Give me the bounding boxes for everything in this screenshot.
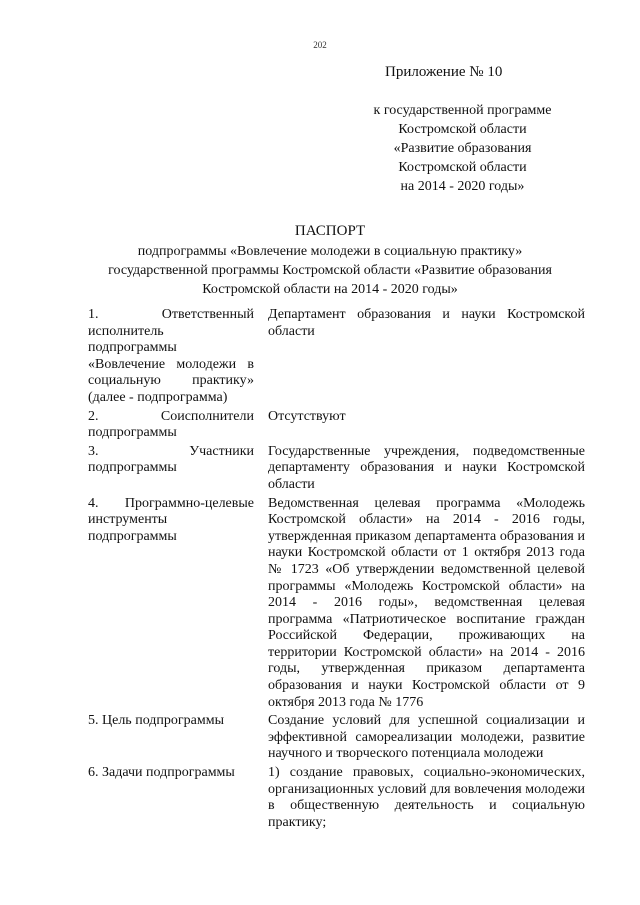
passport-title: ПАСПОРТ [294, 223, 366, 239]
appendix-reference-line: на 2014 - 2020 годы» [400, 179, 525, 194]
table-row [88, 307, 585, 409]
passport-subtitle-line: подпрограммы «Вовлечение молодежи в социальную практику» [137, 244, 523, 259]
row-label: 1. Ответственный исполнитель подпрограммы «Вовлечение молодежи в социальную практику» (далее - подпрограмма) [88, 307, 254, 405]
appendix-reference-line: «Развитие образования [393, 141, 532, 156]
appendix-reference [330, 101, 595, 196]
appendix-reference-line: Костромской области [398, 122, 527, 137]
row-label: 4. Программно-целевые инструменты подпрограммы [88, 495, 254, 544]
appendix-title: Приложение № 10 [385, 64, 503, 80]
row-label: 5. Цель подпрограммы [88, 713, 224, 729]
passport-subtitle-line: государственной программы Костромской области «Развитие образования [108, 263, 552, 278]
table-row [88, 444, 585, 496]
row-value: Департамент образования и науки Костромской области [268, 307, 585, 339]
appendix-reference-line: Костромской области [398, 160, 527, 175]
row-value: 1) создание правовых, социально-экономических, организационных условий для вовлечения молодежи в общественную деятельность и социальную практику; [268, 765, 585, 830]
row-label: 3. Участники подпрограммы [88, 443, 254, 476]
page-number: 202 [313, 40, 327, 50]
row-label: 6. Задачи подпрограммы [88, 765, 235, 781]
row-value: Создание условий для успешной социализации и эффективной самореализации молодежи, развитие научного и творческого потенциала молодежи [268, 713, 585, 762]
passport-heading [60, 220, 600, 299]
table-row [88, 713, 585, 765]
passport-table [88, 307, 585, 833]
row-value: Ведомственная целевая программа «Молодежь Костромской области» на 2014 - 2016 годы, утвержденная приказом департамента образования и науки Костромской области от 1 октября 2013 года № 1723 «Об утверждении ведомственной целевой программы «Молодежь Костромской области» на 2014 - 2016 годы», ведомственная целевая программа «Патриотическое воспитание граждан Российской Федерации, проживающих на территории Костромской области» на 2014 - 2016 годы, утвержденная приказом департамента образования и науки Костромской области от 9 октября 2013 года № 1776 [268, 495, 585, 710]
passport-subtitle-line: Костромской области на 2014 - 2020 годы» [202, 282, 458, 297]
table-row [88, 409, 585, 444]
row-value: Отсутствуют [268, 408, 346, 424]
table-row [88, 765, 585, 833]
table-row [88, 496, 585, 714]
row-label: 2. Соисполнители подпрограммы [88, 408, 254, 441]
row-value: Государственные учреждения, подведомственные департаменту образования и науки Костромской области [268, 443, 585, 492]
appendix-reference-line: к государственной программе [373, 103, 552, 118]
